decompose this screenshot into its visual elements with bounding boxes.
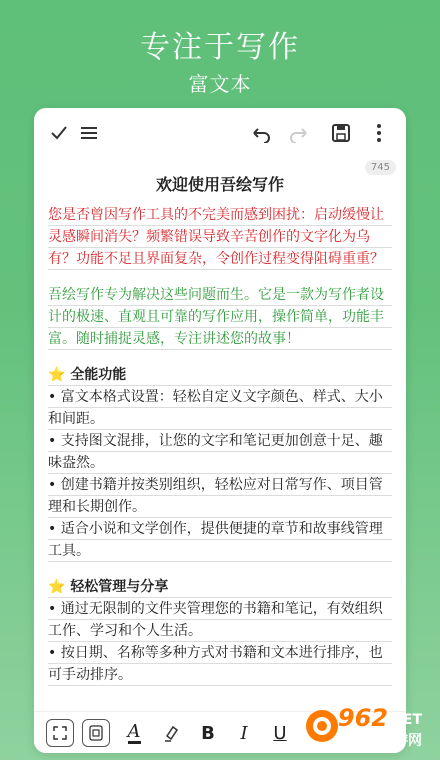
section-manage-share	[48, 576, 392, 686]
insert-image-icon[interactable]	[82, 719, 110, 747]
section-features	[48, 364, 392, 562]
hero-subtitle: 富文本	[188, 72, 252, 96]
list-item: • 通过无限制的文件夹管理您的书籍和笔记，有效组织工作、学习和个人生活。	[48, 601, 383, 639]
bold-button[interactable]: B	[201, 722, 215, 744]
section-heading-label: 轻松管理与分享	[70, 579, 169, 595]
intro-paragraph-red: 您是否曾因写作工具的不完美而感到困扰：启动缓慢让灵感瞬间消失？频繁错误导致辛苦创作的文字化为乌有？功能不足且界面复杂，令创作过程变得阻碍重重？	[48, 204, 392, 270]
watermark-text: 乐游网	[380, 733, 422, 749]
list-item: • 适合小说和文学创作，提供便捷的章节和故事线管理工具。	[48, 521, 383, 559]
section-heading-label: 全能功能	[70, 367, 127, 383]
highlight-icon[interactable]	[158, 719, 186, 747]
star-icon: ⭐	[48, 579, 66, 595]
editor-toolbar	[34, 108, 406, 158]
check-icon[interactable]	[46, 120, 72, 146]
list-item: • 富文本格式设置：轻松自定义文字颜色、样式、大小和间距。	[48, 389, 383, 427]
watermark-number: 962	[337, 704, 388, 732]
menu-icon[interactable]	[76, 120, 102, 146]
editor-card	[34, 108, 406, 753]
undo-icon[interactable]	[248, 120, 274, 146]
document-title[interactable]: 欢迎使用吾绘写作	[155, 175, 284, 194]
underline-button[interactable]: U	[273, 722, 287, 744]
list-item: • 按日期、名称等多种方式对书籍和文本进行排序，也可手动排序。	[48, 645, 383, 683]
site-watermark	[302, 704, 430, 754]
font-color-button[interactable]	[120, 719, 148, 747]
redo-icon[interactable]	[286, 120, 312, 146]
list-item: • 支持图文混排，让您的文字和笔记更加创意十足、趣味盎然。	[48, 433, 383, 471]
character-count-badge: 745	[365, 160, 396, 175]
more-icon[interactable]	[366, 120, 392, 146]
editor-content[interactable]	[48, 204, 392, 709]
font-color-label: A	[127, 720, 141, 742]
watermark-net: .NET	[385, 712, 422, 728]
list-item: • 创建书籍并按类别组织，轻松应对日常写作、项目管理和长期创作。	[48, 477, 383, 515]
fullscreen-icon[interactable]	[46, 719, 74, 747]
intro-paragraph-green: 吾绘写作专为解决这些问题而生。它是一款为写作者设计的极速、直观且可靠的写作应用，操作简单，功能丰富。随时捕捉灵感，专注讲述您的故事！	[48, 284, 392, 350]
save-icon[interactable]	[328, 120, 354, 146]
italic-button[interactable]: I	[240, 722, 248, 744]
hero-title: 专注于写作	[140, 30, 300, 65]
section-heading	[48, 576, 392, 598]
star-icon: ⭐	[48, 367, 66, 383]
section-heading	[48, 364, 392, 386]
